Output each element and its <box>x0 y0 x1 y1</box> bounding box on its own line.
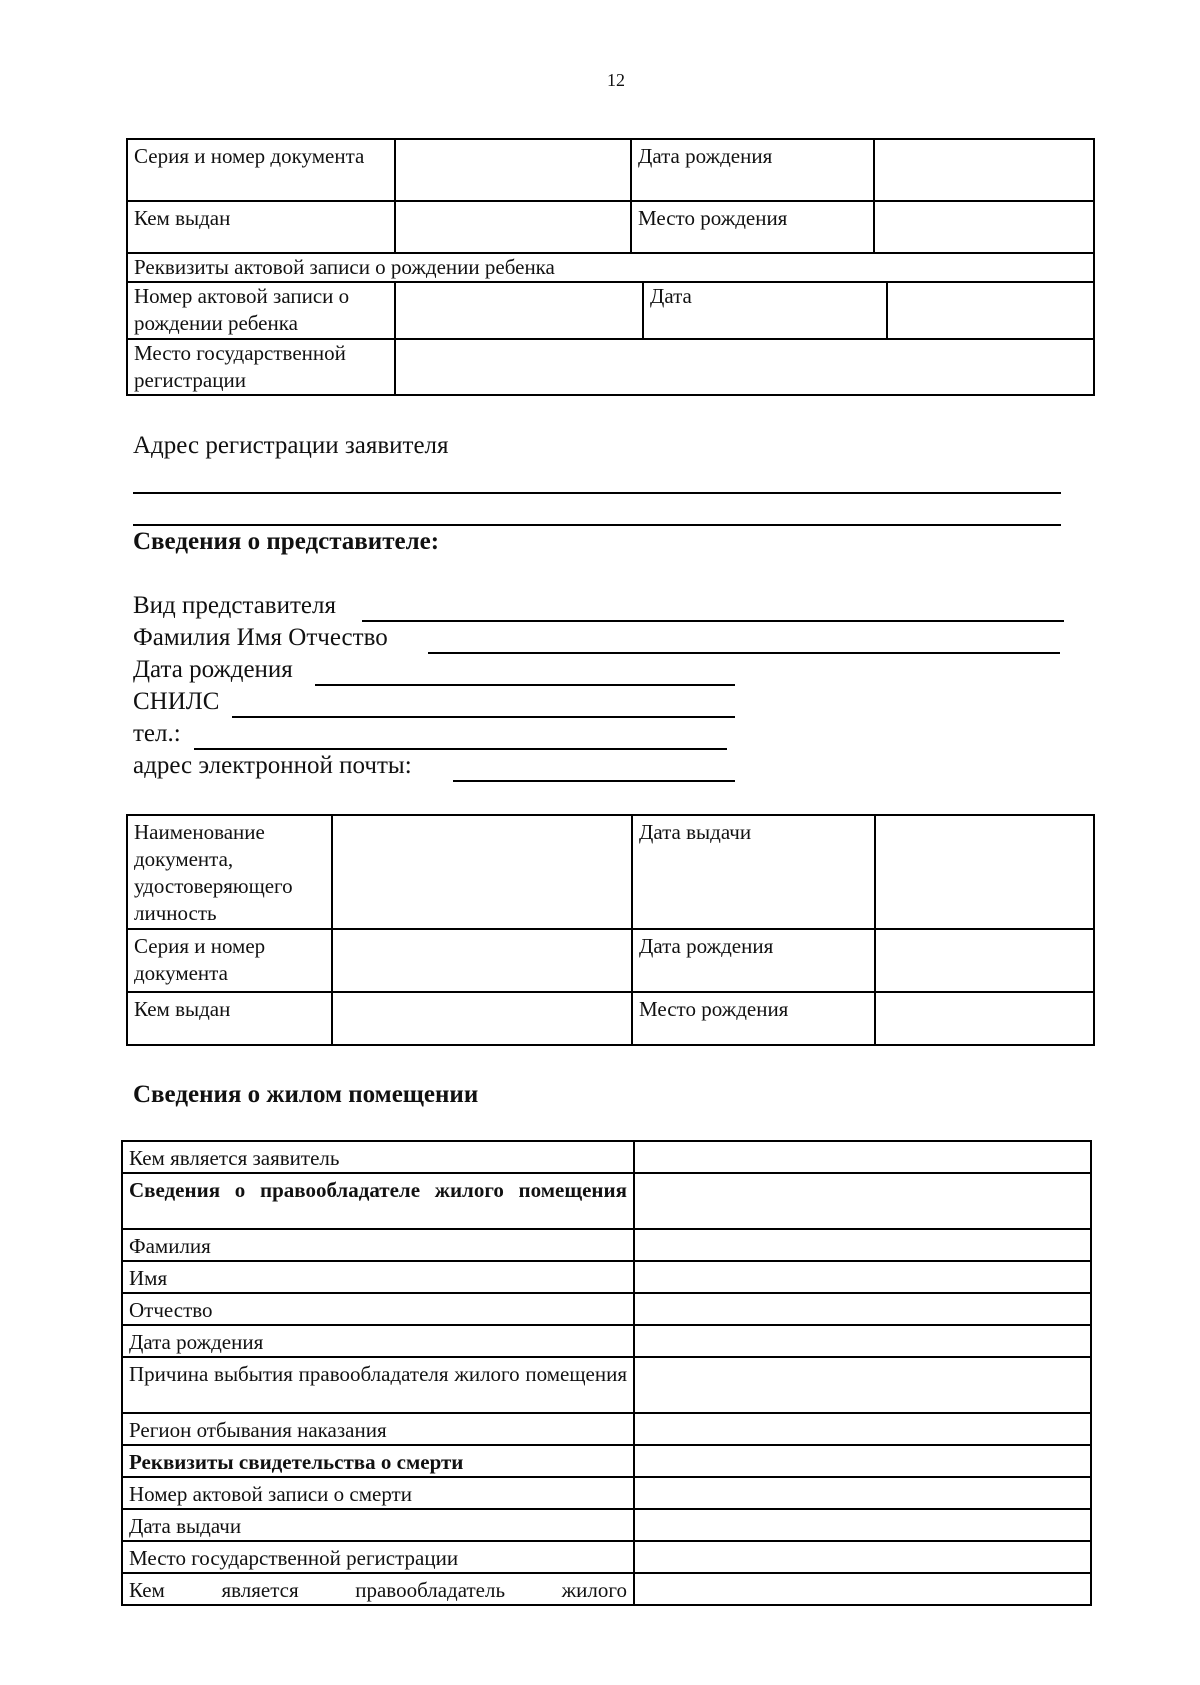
housing-row-field[interactable] <box>634 1325 1091 1357</box>
housing-row-label: Фамилия <box>122 1229 634 1261</box>
rep-full-name-label: Фамилия Имя Отчество <box>133 624 388 651</box>
rep-doc-birth-date-label: Дата рождения <box>632 929 875 992</box>
housing-row-label: Имя <box>122 1261 634 1293</box>
doc-name-field[interactable] <box>332 815 632 929</box>
owner-info-heading: Сведения о правообладателе жилого помещения <box>129 1178 627 1202</box>
housing-table <box>121 1140 1092 1606</box>
birth-place-label: Место рождения <box>631 201 874 253</box>
housing-row-field[interactable] <box>634 1229 1091 1261</box>
housing-row-label <box>122 1445 634 1477</box>
rep-birth-place-field[interactable] <box>875 992 1094 1045</box>
death-cert-heading: Реквизиты свидетельства о смерти <box>129 1450 464 1474</box>
act-date-label: Дата <box>650 284 692 308</box>
housing-row-label: Кем является заявитель <box>122 1141 634 1173</box>
rep-phone-label: тел.: <box>133 720 181 747</box>
housing-row-label: Регион отбывания наказания <box>122 1413 634 1445</box>
housing-row-label: Дата рождения <box>122 1325 634 1357</box>
applicant-address-label: Адрес регистрации заявителя <box>133 432 449 459</box>
housing-row-field[interactable] <box>634 1477 1091 1509</box>
series-number-label: Серия и номер документа <box>127 139 395 201</box>
rep-phone-field[interactable] <box>194 748 727 750</box>
rep-series-number-field[interactable] <box>332 929 632 992</box>
issue-date-field[interactable] <box>875 815 1094 929</box>
rep-type-field[interactable] <box>362 620 1064 622</box>
page-number: 12 <box>607 70 625 90</box>
housing-row-field[interactable] <box>634 1413 1091 1445</box>
act-number-label: Номер актовой записи о рождении ребенка <box>127 282 395 339</box>
act-date-field[interactable] <box>888 283 1093 338</box>
registration-place-label: Место государственной регистрации <box>127 339 395 395</box>
housing-row-label: Номер актовой записи о смерти <box>122 1477 634 1509</box>
housing-heading: Сведения о жилом помещении <box>133 1081 479 1108</box>
address-line-2[interactable] <box>133 524 1061 526</box>
housing-row-field[interactable] <box>634 1541 1091 1573</box>
rep-birth-place-label: Место рождения <box>632 992 875 1045</box>
issued-by-label: Кем выдан <box>127 201 395 253</box>
issue-date-label: Дата выдачи <box>632 815 875 929</box>
rep-series-number-label: Серия и номер документа <box>127 929 332 992</box>
housing-row-field[interactable] <box>634 1573 1091 1605</box>
birth-place-field[interactable] <box>874 201 1094 253</box>
series-number-field[interactable] <box>395 139 631 201</box>
housing-row-label: Кем является правообладатель жилого <box>122 1573 634 1605</box>
housing-row-label: Причина выбытия правообладателя жилого помещения <box>122 1357 634 1413</box>
rep-doc-birth-date-field[interactable] <box>875 929 1094 992</box>
housing-row-label: Отчество <box>122 1293 634 1325</box>
housing-row-field[interactable] <box>634 1509 1091 1541</box>
rep-snils-field[interactable] <box>232 716 735 718</box>
rep-birth-date-field[interactable] <box>315 684 735 686</box>
birth-date-field[interactable] <box>874 139 1094 201</box>
rep-document-table <box>126 814 1095 1046</box>
rep-snils-label: СНИЛС <box>133 688 220 715</box>
rep-full-name-field[interactable] <box>428 652 1060 654</box>
act-divider-1 <box>642 283 644 338</box>
address-line-1[interactable] <box>133 492 1061 494</box>
housing-row-field[interactable] <box>634 1445 1091 1477</box>
housing-row-label: Место государственной регистрации <box>122 1541 634 1573</box>
housing-row-field[interactable] <box>634 1293 1091 1325</box>
act-number-field[interactable] <box>396 283 640 338</box>
rep-issued-by-field[interactable] <box>332 992 632 1045</box>
issued-by-field[interactable] <box>395 201 631 253</box>
rep-email-field[interactable] <box>453 780 735 782</box>
birth-date-label: Дата рождения <box>631 139 874 201</box>
rep-issued-by-label: Кем выдан <box>127 992 332 1045</box>
doc-name-label: Наименование документа, удостоверяющего личность <box>127 815 332 929</box>
child-document-table <box>126 138 1095 396</box>
rep-birth-date-label: Дата рождения <box>133 656 293 683</box>
registration-place-field[interactable] <box>395 339 1094 395</box>
act-number-row <box>395 282 1094 339</box>
housing-row-field[interactable] <box>634 1357 1091 1413</box>
act-record-header: Реквизиты актовой записи о рождении ребенка <box>127 253 1094 282</box>
housing-row-field[interactable] <box>634 1141 1091 1173</box>
housing-row-label <box>122 1173 634 1229</box>
rep-type-label: Вид представителя <box>133 592 336 619</box>
representative-heading: Сведения о представителе: <box>133 528 440 555</box>
housing-row-field[interactable] <box>634 1261 1091 1293</box>
housing-row-label: Дата выдачи <box>122 1509 634 1541</box>
rep-email-label: адрес электронной почты: <box>133 752 412 779</box>
housing-row-field[interactable] <box>634 1173 1091 1229</box>
